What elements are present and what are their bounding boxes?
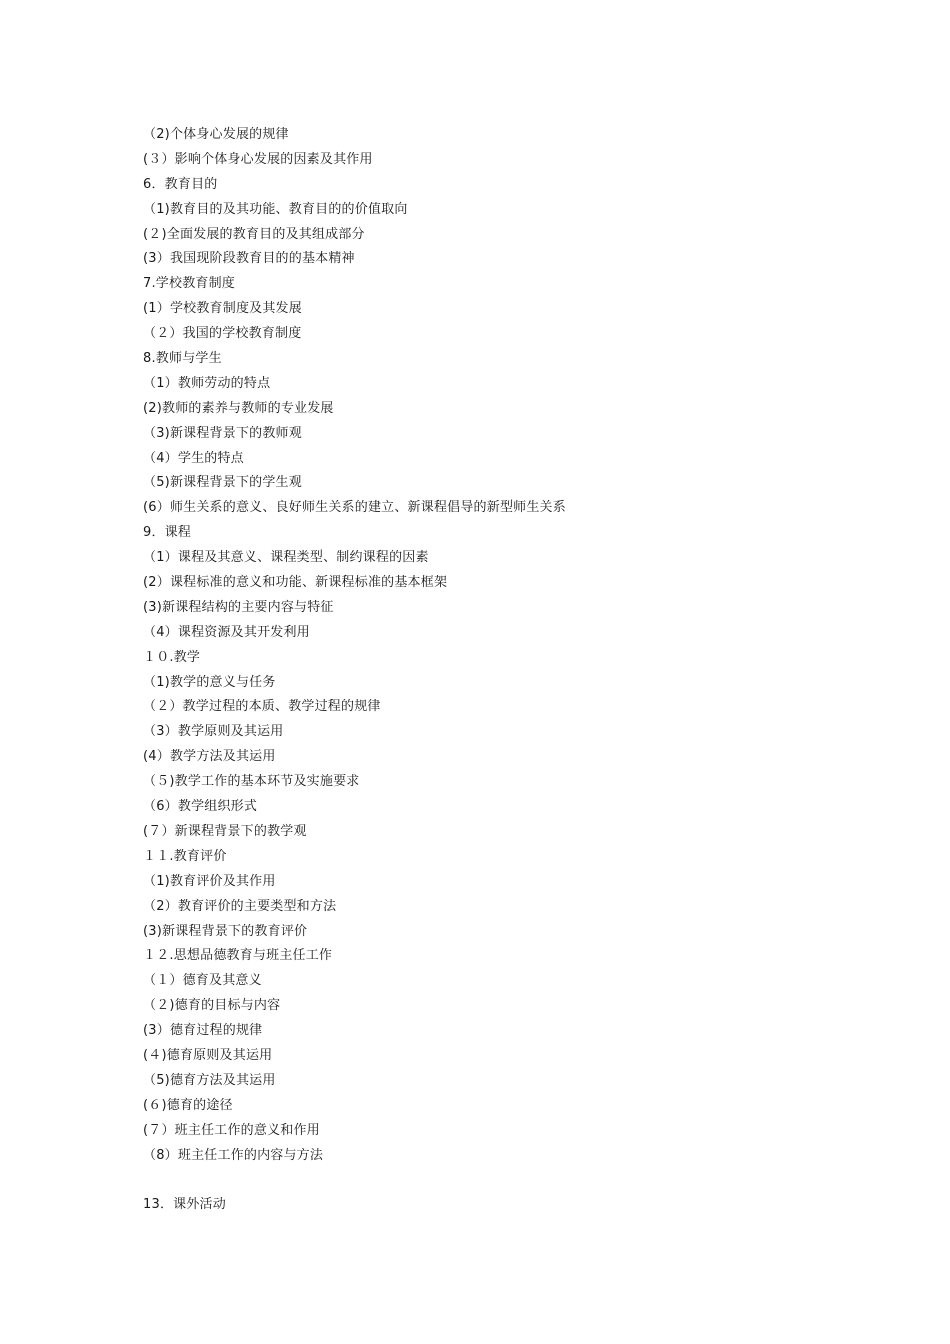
outline-line: (1）学校教育制度及其发展	[143, 301, 302, 317]
section-heading: 8.教师与学生	[143, 351, 222, 367]
outline-line: (3)新课程背景下的教育评价	[143, 923, 308, 939]
outline-line: （1)教育目的及其功能、教育目的的价值取向	[143, 201, 408, 217]
outline-line: (４)德育原则及其运用	[143, 1047, 273, 1063]
outline-line: （５)教学工作的基本环节及实施要求	[143, 774, 360, 790]
section-heading: 13．课外活动	[143, 1197, 226, 1213]
outline-line: （２）教学过程的本质、教学过程的规律	[143, 699, 381, 715]
outline-line: （4）课程资源及其开发利用	[143, 624, 310, 640]
outline-line: （2)个体身心发展的规律	[143, 127, 289, 142]
outline-line: (2）课程标准的意义和功能、新课程标准的基本框架	[143, 575, 448, 591]
outline-line: （3)新课程背景下的教师观	[143, 425, 302, 441]
outline-line: (７）班主任工作的意义和作用	[143, 1122, 320, 1138]
outline-line: (３）影响个体身心发展的因素及其作用	[143, 151, 373, 167]
section-heading: 6．教育目的	[143, 176, 218, 192]
outline-line: （3）教学原则及其运用	[143, 724, 284, 740]
outline-line: （1）教师劳动的特点	[143, 375, 271, 391]
outline-line: (2)教师的素养与教师的专业发展	[143, 400, 334, 416]
outline-line: （２）我国的学校教育制度	[143, 326, 302, 342]
section-heading: １２.思想品德教育与班主任工作	[143, 948, 333, 964]
outline-line: (3）德育过程的规律	[143, 1023, 263, 1039]
outline-line: （5)新课程背景下的学生观	[143, 475, 302, 491]
section-heading: １１.教育评价	[143, 848, 227, 864]
outline-line: （１）德育及其意义	[143, 973, 262, 989]
outline-line: （2）教育评价的主要类型和方法	[143, 898, 337, 914]
blank-line	[143, 1168, 863, 1193]
outline-line: （1)教育评价及其作用	[143, 873, 276, 889]
outline-line: （1)教学的意义与任务	[143, 674, 276, 690]
outline-line: （8）班主任工作的内容与方法	[143, 1147, 324, 1163]
outline-line: （6）教学组织形式	[143, 799, 258, 815]
outline-line: (6）师生关系的意义、良好师生关系的建立、新课程倡导的新型师生关系	[143, 500, 566, 516]
outline-line: (２)全面发展的教育目的及其组成部分	[143, 226, 365, 242]
outline-line: （4）学生的特点	[143, 450, 244, 466]
outline-line: (4）教学方法及其运用	[143, 749, 276, 765]
section-heading: 9．课程	[143, 525, 192, 541]
outline-content	[143, 123, 863, 1218]
outline-line: （２)德育的目标与内容	[143, 998, 281, 1014]
outline-line: (3)新课程结构的主要内容与特征	[143, 599, 334, 615]
outline-line: （5)德育方法及其运用	[143, 1072, 276, 1088]
outline-line: (７）新课程背景下的教学观	[143, 823, 307, 839]
section-heading: １０.教学	[143, 649, 201, 665]
section-heading: 7.学校教育制度	[143, 276, 236, 292]
outline-line: (3）我国现阶段教育目的的基本精神	[143, 251, 355, 267]
outline-line: （1）课程及其意义、课程类型、制约课程的因素	[143, 550, 429, 566]
outline-line: (６)德育的途径	[143, 1097, 233, 1113]
